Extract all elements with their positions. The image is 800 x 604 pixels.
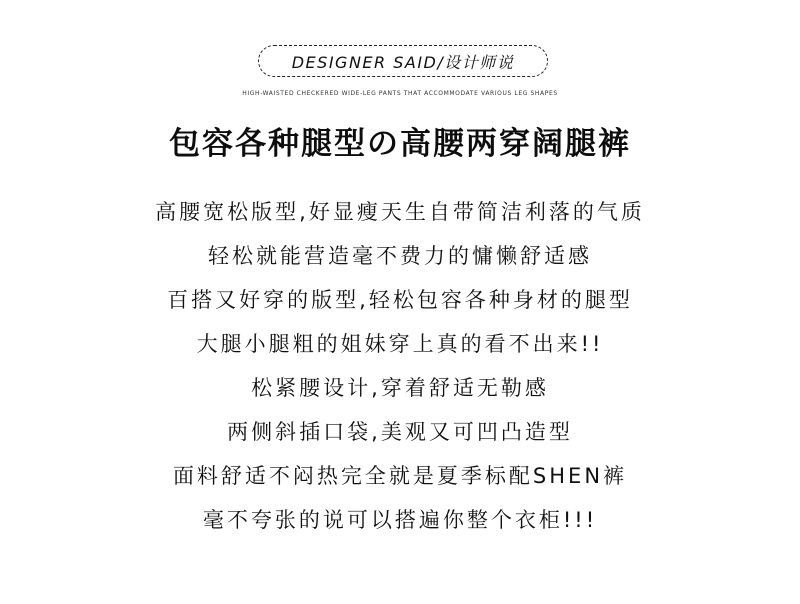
description-line: 大腿小腿粗的姐妹穿上真的看不出来!!: [196, 332, 604, 356]
description-line: 轻松就能营造毫不费力的慵懒舒适感: [208, 244, 592, 268]
description-line: 百搭又好穿的版型,轻松包容各种身材的腿型: [167, 288, 633, 312]
description-line: 毫不夸张的说可以搭遍你整个衣柜!!!: [202, 508, 598, 532]
description-lines: [0, 194, 800, 546]
description-line: 两侧斜插口袋,美观又可凹凸造型: [227, 420, 573, 444]
english-subtitle: HIGH-WAISTED CHECKERED WIDE-LEG PANTS THAT ACCOMMODATE VARIOUS LEG SHAPES: [242, 90, 558, 97]
description-line: 松紧腰设计,穿着舒适无勒感: [251, 376, 549, 400]
designer-said-badge: DESIGNER SAID/设计师说: [258, 45, 548, 77]
description-line: 面料舒适不闷热完全就是夏季标配SHEN裤: [172, 464, 628, 488]
description-line: 高腰宽松版型,好显瘦天生自带简洁利落的气质: [155, 200, 645, 224]
headline: 包容各种腿型の高腰两穿阔腿裤: [169, 126, 631, 162]
